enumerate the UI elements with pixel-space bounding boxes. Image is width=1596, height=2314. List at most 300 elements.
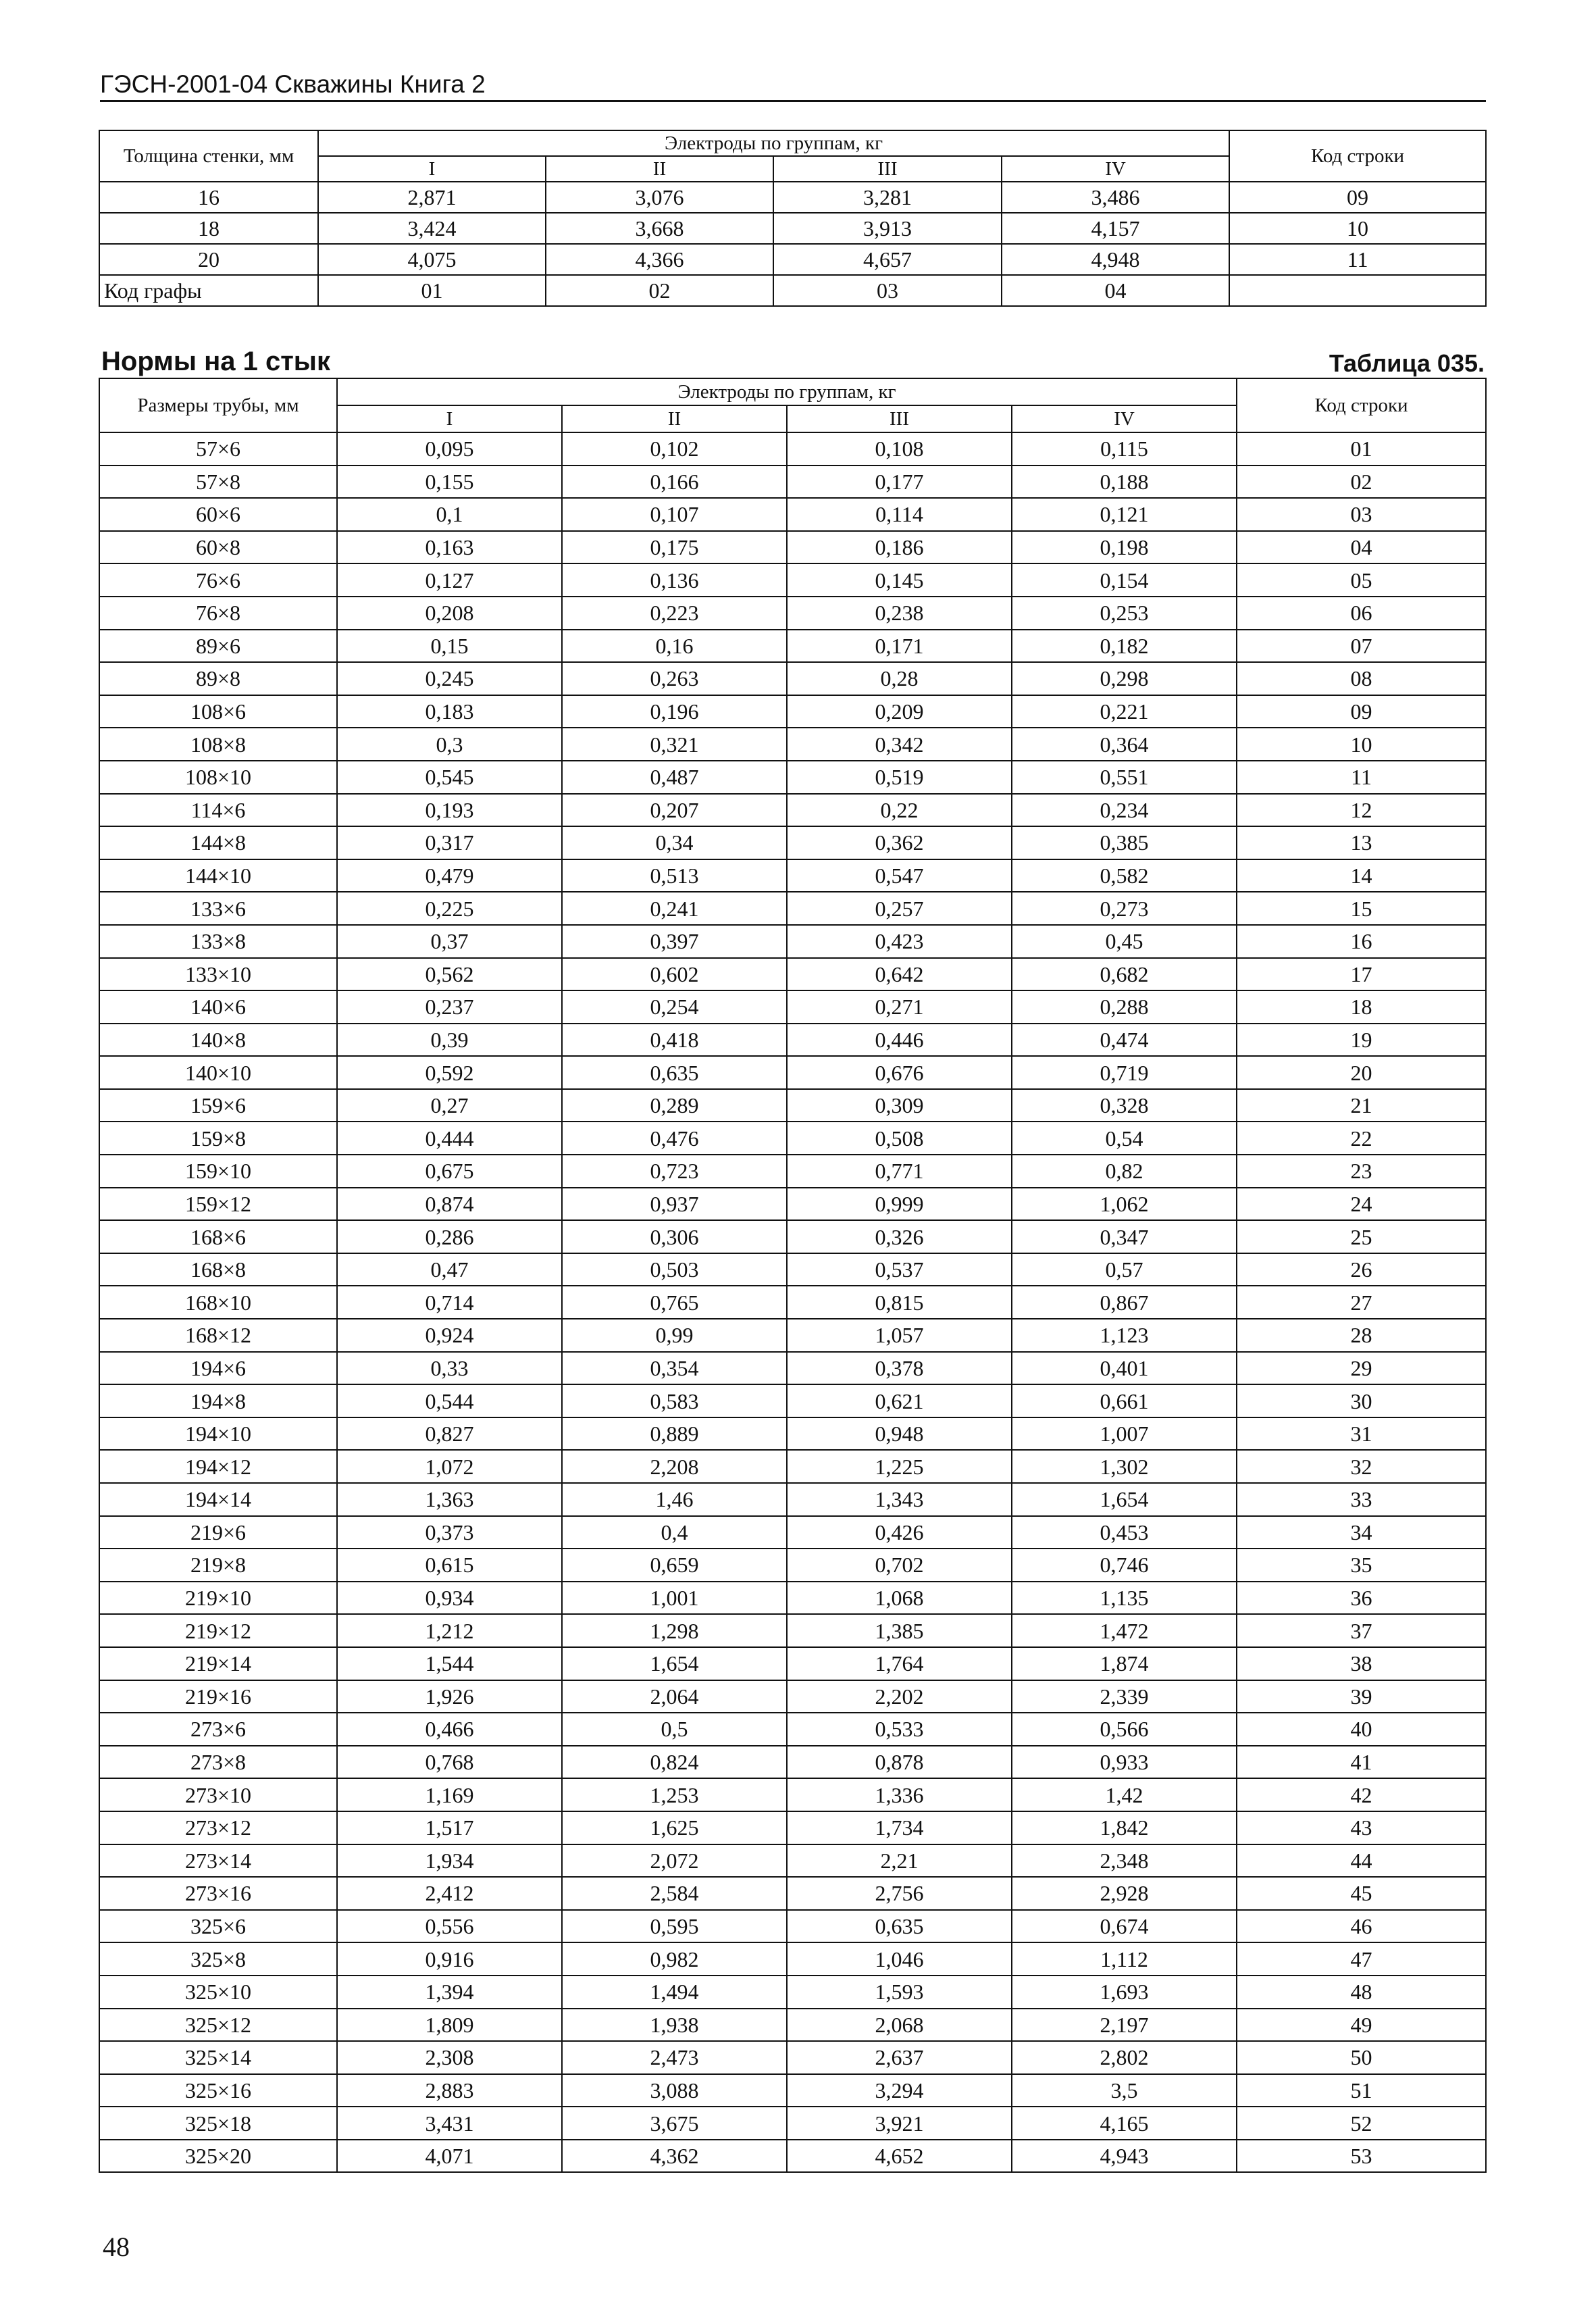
row-value-cell: 4,071 (337, 2140, 562, 2173)
table-row (99, 761, 1486, 794)
row-value-cell: 0,364 (1012, 728, 1237, 761)
row-value-cell: 1,593 (787, 1976, 1012, 2009)
row-value-cell: 0,378 (787, 1352, 1012, 1385)
row-value-cell: 0,347 (1012, 1220, 1237, 1253)
row-value-cell: 0,547 (787, 859, 1012, 892)
table2-col-code: Код строки (1237, 378, 1486, 432)
table-row (99, 892, 1486, 925)
row-size-cell: 219×8 (99, 1549, 337, 1582)
row-code-cell: 48 (1237, 1976, 1486, 2009)
table-row (99, 1089, 1486, 1122)
table-row (99, 1384, 1486, 1417)
row-value-cell: 0,57 (1012, 1253, 1237, 1286)
row-value-cell: 0,238 (787, 597, 1012, 630)
row-size-cell: 194×14 (99, 1483, 337, 1516)
table1-group-4: IV (1002, 156, 1229, 182)
row-value-cell: 2,883 (337, 2074, 562, 2107)
row-value-cell: 0,253 (1012, 597, 1237, 630)
row-value-cell: 0,592 (337, 1056, 562, 1089)
row-code-cell: 35 (1237, 1549, 1486, 1582)
row-value-cell: 0,556 (337, 1910, 562, 1943)
row-size-cell: 144×8 (99, 826, 337, 859)
table-row (99, 990, 1486, 1024)
row-value-cell: 0,82 (1012, 1155, 1237, 1188)
row-value-cell: 0,999 (787, 1188, 1012, 1221)
row-value-cell: 0,948 (787, 1417, 1012, 1451)
row-value-cell: 0,193 (337, 794, 562, 827)
row-value-cell: 0,309 (787, 1089, 1012, 1122)
table2-group-4: IV (1012, 405, 1237, 432)
row-value-cell: 0,602 (562, 958, 787, 991)
row-code-cell: 08 (1237, 662, 1486, 695)
row-value-cell: 4,165 (1012, 2107, 1237, 2140)
row-value-cell: 0,102 (562, 432, 787, 466)
table1-col-code: Код строки (1229, 130, 1486, 182)
row-value-cell: 0,682 (1012, 958, 1237, 991)
row-value-cell: 1,934 (337, 1844, 562, 1878)
row-value-cell: 2,197 (1012, 2009, 1237, 2042)
row-value-cell: 0,163 (337, 531, 562, 564)
row-size-cell: 144×10 (99, 859, 337, 892)
row-size-cell: 57×8 (99, 466, 337, 499)
row-code-cell: 36 (1237, 1582, 1486, 1615)
row-value-cell: 0,207 (562, 794, 787, 827)
row-value-cell: 0,874 (337, 1188, 562, 1221)
row-value-cell: 1,472 (1012, 1614, 1237, 1647)
table-row (99, 630, 1486, 663)
row-value-cell: 1,046 (787, 1942, 1012, 1976)
row-value-cell: 0,503 (562, 1253, 787, 1286)
table-row (99, 859, 1486, 892)
row-size-cell: 114×6 (99, 794, 337, 827)
row-value-cell: 0,47 (337, 1253, 562, 1286)
row-value-cell: 0,824 (562, 1746, 787, 1779)
row-value-cell: 1,001 (562, 1582, 787, 1615)
row-value-cell: 0,154 (1012, 563, 1237, 597)
row-value-cell: 0,298 (1012, 662, 1237, 695)
row-value-cell: 0,182 (1012, 630, 1237, 663)
row-value-cell: 0,4 (562, 1516, 787, 1549)
row-value-cell: 0,815 (787, 1286, 1012, 1319)
row-value-cell: 1,302 (1012, 1450, 1237, 1483)
table2-header-row (99, 378, 1486, 405)
row-size-cell: 89×6 (99, 630, 337, 663)
row-value-cell: 3,294 (787, 2074, 1012, 2107)
row-size-cell: 325×20 (99, 2140, 337, 2173)
footer-empty-cell (1229, 275, 1486, 306)
table2-col-first: Размеры трубы, мм (99, 378, 337, 432)
row-value-cell: 0,362 (787, 826, 1012, 859)
table-row (99, 2140, 1486, 2173)
row-size-cell: 273×14 (99, 1844, 337, 1878)
row-code-cell: 42 (1237, 1778, 1486, 1811)
row-value-cell: 2,308 (337, 2041, 562, 2074)
row-value-cell: 3,668 (546, 213, 773, 244)
row-size-cell: 325×6 (99, 1910, 337, 1943)
row-value-cell: 1,764 (787, 1647, 1012, 1680)
row-value-cell: 0,241 (562, 892, 787, 925)
row-value-cell: 1,938 (562, 2009, 787, 2042)
row-value-cell: 0,537 (787, 1253, 1012, 1286)
row-size-cell: 273×12 (99, 1811, 337, 1844)
row-code-cell: 46 (1237, 1910, 1486, 1943)
row-size-cell: 60×8 (99, 531, 337, 564)
row-code-cell: 31 (1237, 1417, 1486, 1451)
row-code-cell: 13 (1237, 826, 1486, 859)
row-value-cell: 0,237 (337, 990, 562, 1024)
table-row (99, 1942, 1486, 1976)
table1-footer-row (99, 275, 1486, 306)
row-value-cell: 1,693 (1012, 1976, 1237, 2009)
row-size-cell: 16 (99, 182, 318, 213)
row-value-cell: 1,46 (562, 1483, 787, 1516)
row-value-cell: 0,107 (562, 498, 787, 531)
row-value-cell: 4,657 (773, 244, 1002, 275)
row-value-cell: 0,37 (337, 925, 562, 958)
row-value-cell: 0,659 (562, 1549, 787, 1582)
row-value-cell: 0,15 (337, 630, 562, 663)
row-value-cell: 0,225 (337, 892, 562, 925)
table-row (99, 826, 1486, 859)
row-value-cell: 0,426 (787, 1516, 1012, 1549)
row-code-cell: 30 (1237, 1384, 1486, 1417)
table2-group-3: III (787, 405, 1012, 432)
row-value-cell: 0,99 (562, 1319, 787, 1352)
row-code-cell: 14 (1237, 859, 1486, 892)
row-value-cell: 0,453 (1012, 1516, 1237, 1549)
row-value-cell: 1,343 (787, 1483, 1012, 1516)
row-value-cell: 0,115 (1012, 432, 1237, 466)
row-value-cell: 0,306 (562, 1220, 787, 1253)
row-value-cell: 0,551 (1012, 761, 1237, 794)
row-size-cell: 325×10 (99, 1976, 337, 2009)
row-code-cell: 16 (1237, 925, 1486, 958)
row-size-cell: 18 (99, 213, 318, 244)
row-size-cell: 219×6 (99, 1516, 337, 1549)
row-value-cell: 0,108 (787, 432, 1012, 466)
table-row (99, 2107, 1486, 2140)
row-value-cell: 0,54 (1012, 1122, 1237, 1155)
table-row (99, 1122, 1486, 1155)
row-size-cell: 159×10 (99, 1155, 337, 1188)
row-value-cell: 0,186 (787, 531, 1012, 564)
row-size-cell: 194×10 (99, 1417, 337, 1451)
row-size-cell: 140×10 (99, 1056, 337, 1089)
table2-title: Нормы на 1 стык (101, 347, 330, 376)
row-size-cell: 159×12 (99, 1188, 337, 1221)
row-value-cell: 0,982 (562, 1942, 787, 1976)
row-size-cell: 273×10 (99, 1778, 337, 1811)
row-size-cell: 273×6 (99, 1713, 337, 1746)
row-value-cell: 1,734 (787, 1811, 1012, 1844)
row-value-cell: 0,635 (562, 1056, 787, 1089)
row-code-cell: 19 (1237, 1024, 1486, 1057)
row-value-cell: 3,913 (773, 213, 1002, 244)
table-row (99, 1286, 1486, 1319)
row-value-cell: 0,254 (562, 990, 787, 1024)
row-code-cell: 49 (1237, 2009, 1486, 2042)
row-size-cell: 76×8 (99, 597, 337, 630)
row-value-cell: 1,394 (337, 1976, 562, 2009)
row-value-cell: 0,289 (562, 1089, 787, 1122)
row-code-cell: 12 (1237, 794, 1486, 827)
table-row (99, 213, 1486, 244)
row-value-cell: 0,45 (1012, 925, 1237, 958)
row-value-cell: 2,072 (562, 1844, 787, 1878)
row-value-cell: 4,362 (562, 2140, 787, 2173)
row-code-cell: 38 (1237, 1647, 1486, 1680)
row-size-cell: 219×14 (99, 1647, 337, 1680)
row-value-cell: 0,145 (787, 563, 1012, 597)
row-value-cell: 0,127 (337, 563, 562, 597)
row-value-cell: 0,397 (562, 925, 787, 958)
row-value-cell: 3,921 (787, 2107, 1012, 2140)
row-value-cell: 0,221 (1012, 695, 1237, 728)
row-value-cell: 0,562 (337, 958, 562, 991)
row-value-cell: 0,765 (562, 1286, 787, 1319)
row-code-cell: 05 (1237, 563, 1486, 597)
row-value-cell: 0,924 (337, 1319, 562, 1352)
row-size-cell: 133×8 (99, 925, 337, 958)
row-value-cell: 2,802 (1012, 2041, 1237, 2074)
row-code-cell: 39 (1237, 1680, 1486, 1713)
row-size-cell: 76×6 (99, 563, 337, 597)
table-row (99, 1582, 1486, 1615)
table1-col-first: Толщина стенки, мм (99, 130, 318, 182)
row-value-cell: 0,273 (1012, 892, 1237, 925)
row-code-cell: 33 (1237, 1483, 1486, 1516)
row-code-cell: 10 (1237, 728, 1486, 761)
table-row (99, 794, 1486, 827)
row-value-cell: 0,33 (337, 1352, 562, 1385)
row-value-cell: 2,21 (787, 1844, 1012, 1878)
row-value-cell: 0,566 (1012, 1713, 1237, 1746)
row-value-cell: 3,088 (562, 2074, 787, 2107)
table1-group-3: III (773, 156, 1002, 182)
row-value-cell: 1,062 (1012, 1188, 1237, 1221)
row-value-cell: 0,635 (787, 1910, 1012, 1943)
row-value-cell: 0,418 (562, 1024, 787, 1057)
footer-code-cell: 04 (1002, 275, 1229, 306)
row-code-cell: 15 (1237, 892, 1486, 925)
table-row (99, 1647, 1486, 1680)
table-row (99, 563, 1486, 597)
table-row (99, 728, 1486, 761)
row-value-cell: 1,007 (1012, 1417, 1237, 1451)
row-value-cell: 1,336 (787, 1778, 1012, 1811)
row-value-cell: 0,714 (337, 1286, 562, 1319)
row-value-cell: 1,112 (1012, 1942, 1237, 1976)
table-row (99, 1516, 1486, 1549)
row-value-cell: 0,533 (787, 1713, 1012, 1746)
row-value-cell: 0,519 (787, 761, 1012, 794)
row-value-cell: 0,5 (562, 1713, 787, 1746)
row-value-cell: 0,479 (337, 859, 562, 892)
row-value-cell: 0,889 (562, 1417, 787, 1451)
row-size-cell: 325×12 (99, 2009, 337, 2042)
row-value-cell: 0,544 (337, 1384, 562, 1417)
row-value-cell: 2,208 (562, 1450, 787, 1483)
row-value-cell: 1,654 (1012, 1483, 1237, 1516)
row-value-cell: 2,348 (1012, 1844, 1237, 1878)
row-value-cell: 2,871 (318, 182, 546, 213)
table-row (99, 244, 1486, 275)
row-value-cell: 0,466 (337, 1713, 562, 1746)
row-code-cell: 20 (1237, 1056, 1486, 1089)
page-number: 48 (103, 2232, 130, 2262)
row-code-cell: 41 (1237, 1746, 1486, 1779)
row-value-cell: 0,198 (1012, 531, 1237, 564)
row-value-cell: 0,487 (562, 761, 787, 794)
row-value-cell: 0,513 (562, 859, 787, 892)
row-code-cell: 24 (1237, 1188, 1486, 1221)
row-value-cell: 3,076 (546, 182, 773, 213)
table-row (99, 1450, 1486, 1483)
row-value-cell: 0,208 (337, 597, 562, 630)
row-code-cell: 06 (1237, 597, 1486, 630)
row-value-cell: 2,412 (337, 1877, 562, 1910)
row-code-cell: 43 (1237, 1811, 1486, 1844)
row-value-cell: 2,068 (787, 2009, 1012, 2042)
row-value-cell: 4,075 (318, 244, 546, 275)
row-value-cell: 2,756 (787, 1877, 1012, 1910)
row-value-cell: 3,281 (773, 182, 1002, 213)
row-value-cell: 0,257 (787, 892, 1012, 925)
table-row (99, 2041, 1486, 2074)
table-row (99, 1614, 1486, 1647)
row-value-cell: 0,937 (562, 1188, 787, 1221)
table-row (99, 1746, 1486, 1779)
table1-header-row (99, 130, 1486, 156)
row-value-cell: 0,183 (337, 695, 562, 728)
table-row (99, 1778, 1486, 1811)
table-row (99, 2074, 1486, 2107)
row-size-cell: 159×8 (99, 1122, 337, 1155)
row-value-cell: 0,263 (562, 662, 787, 695)
row-value-cell: 2,202 (787, 1680, 1012, 1713)
row-value-cell: 0,615 (337, 1549, 562, 1582)
table-row (99, 1844, 1486, 1878)
row-value-cell: 1,42 (1012, 1778, 1237, 1811)
row-value-cell: 1,057 (787, 1319, 1012, 1352)
row-value-cell: 0,16 (562, 630, 787, 663)
row-value-cell: 2,637 (787, 2041, 1012, 2074)
table-row (99, 1483, 1486, 1516)
pipe-size-table (99, 378, 1487, 2173)
row-value-cell: 0,27 (337, 1089, 562, 1122)
row-value-cell: 1,225 (787, 1450, 1012, 1483)
row-value-cell: 0,508 (787, 1122, 1012, 1155)
row-value-cell: 0,719 (1012, 1056, 1237, 1089)
footer-code-cell: 03 (773, 275, 1002, 306)
row-value-cell: 1,842 (1012, 1811, 1237, 1844)
row-value-cell: 1,926 (337, 1680, 562, 1713)
row-code-cell: 29 (1237, 1352, 1486, 1385)
table1-group-2: II (546, 156, 773, 182)
row-value-cell: 3,5 (1012, 2074, 1237, 2107)
row-value-cell: 0,582 (1012, 859, 1237, 892)
row-code-cell: 37 (1237, 1614, 1486, 1647)
row-value-cell: 0,321 (562, 728, 787, 761)
row-code-cell: 50 (1237, 2041, 1486, 2074)
row-size-cell: 194×8 (99, 1384, 337, 1417)
row-value-cell: 0,702 (787, 1549, 1012, 1582)
table-row (99, 1253, 1486, 1286)
row-code-cell: 01 (1237, 432, 1486, 466)
row-value-cell: 0,385 (1012, 826, 1237, 859)
row-value-cell: 0,878 (787, 1746, 1012, 1779)
row-value-cell: 0,934 (337, 1582, 562, 1615)
row-value-cell: 0,768 (337, 1746, 562, 1779)
row-size-cell: 133×6 (99, 892, 337, 925)
row-value-cell: 0,583 (562, 1384, 787, 1417)
table-row (99, 1024, 1486, 1057)
row-value-cell: 0,746 (1012, 1549, 1237, 1582)
row-size-cell: 219×16 (99, 1680, 337, 1713)
row-value-cell: 1,363 (337, 1483, 562, 1516)
row-size-cell: 168×10 (99, 1286, 337, 1319)
row-code-cell: 26 (1237, 1253, 1486, 1286)
row-code-cell: 23 (1237, 1155, 1486, 1188)
row-value-cell: 3,486 (1002, 182, 1229, 213)
row-value-cell: 0,342 (787, 728, 1012, 761)
row-value-cell: 0,621 (787, 1384, 1012, 1417)
row-code-cell: 22 (1237, 1122, 1486, 1155)
row-value-cell: 4,943 (1012, 2140, 1237, 2173)
row-value-cell: 0,188 (1012, 466, 1237, 499)
row-size-cell: 273×16 (99, 1877, 337, 1910)
row-value-cell: 1,654 (562, 1647, 787, 1680)
row-value-cell: 0,34 (562, 826, 787, 859)
row-value-cell: 0,676 (787, 1056, 1012, 1089)
wall-thickness-table (99, 130, 1487, 307)
row-size-cell: 60×6 (99, 498, 337, 531)
row-value-cell: 0,28 (787, 662, 1012, 695)
row-code-cell: 03 (1237, 498, 1486, 531)
row-value-cell: 3,424 (318, 213, 546, 244)
row-value-cell: 0,3 (337, 728, 562, 761)
row-value-cell: 0,867 (1012, 1286, 1237, 1319)
row-code-cell: 53 (1237, 2140, 1486, 2173)
row-value-cell: 0,476 (562, 1122, 787, 1155)
row-code-cell: 10 (1229, 213, 1486, 244)
row-size-cell: 325×8 (99, 1942, 337, 1976)
table-row (99, 1352, 1486, 1385)
row-value-cell: 0,223 (562, 597, 787, 630)
row-value-cell: 0,354 (562, 1352, 787, 1385)
row-value-cell: 0,166 (562, 466, 787, 499)
row-value-cell: 1,874 (1012, 1647, 1237, 1680)
row-value-cell: 0,401 (1012, 1352, 1237, 1385)
row-value-cell: 0,136 (562, 563, 787, 597)
row-value-cell: 0,916 (337, 1942, 562, 1976)
row-size-cell: 219×10 (99, 1582, 337, 1615)
row-value-cell: 2,064 (562, 1680, 787, 1713)
row-value-cell: 1,068 (787, 1582, 1012, 1615)
row-value-cell: 0,114 (787, 498, 1012, 531)
row-value-cell: 0,827 (337, 1417, 562, 1451)
row-value-cell: 0,1 (337, 498, 562, 531)
row-value-cell: 0,446 (787, 1024, 1012, 1057)
row-size-cell: 108×10 (99, 761, 337, 794)
table-row (99, 1549, 1486, 1582)
row-code-cell: 11 (1229, 244, 1486, 275)
row-value-cell: 2,339 (1012, 1680, 1237, 1713)
row-value-cell: 0,373 (337, 1516, 562, 1549)
footer-code-cell: 01 (318, 275, 546, 306)
row-size-cell: 194×6 (99, 1352, 337, 1385)
row-value-cell: 0,234 (1012, 794, 1237, 827)
